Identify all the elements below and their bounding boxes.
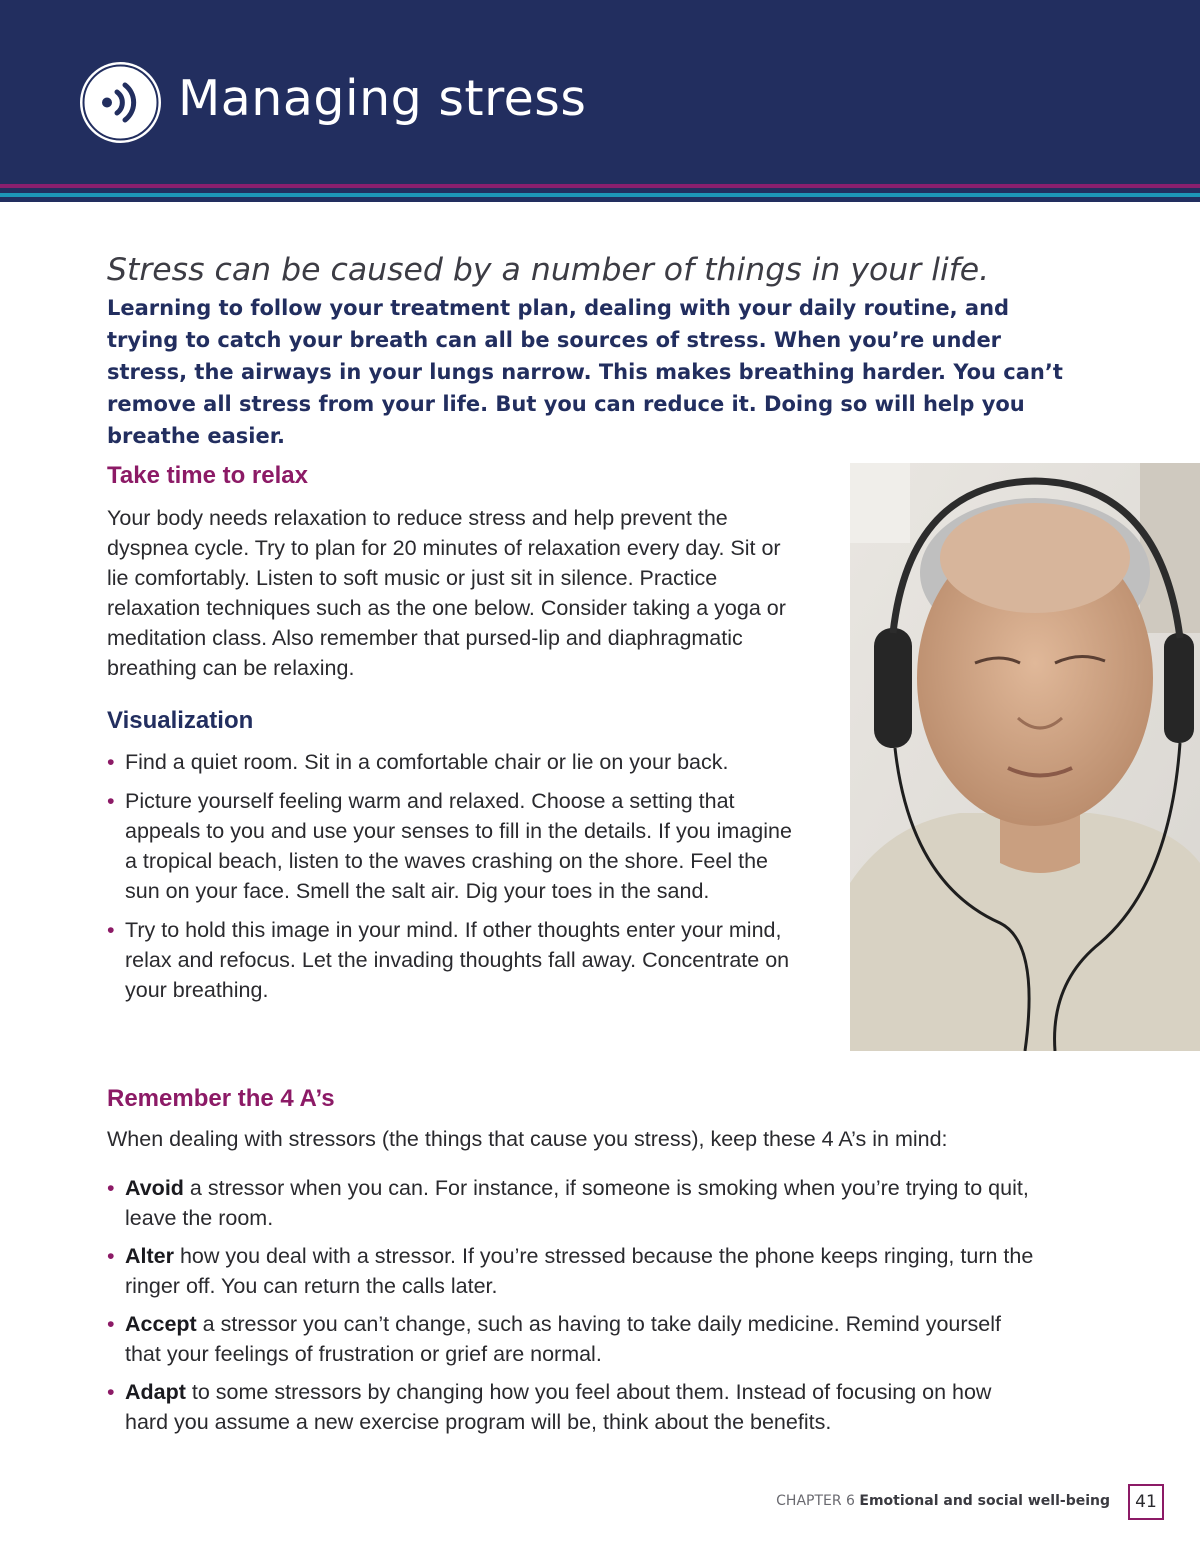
list-item bbox=[107, 1309, 1037, 1369]
bullet-icon: • bbox=[107, 1380, 115, 1404]
bullet-icon: • bbox=[107, 1312, 115, 1336]
relax-heading: Take time to relax bbox=[107, 462, 308, 489]
four-as-heading: Remember the 4 A’s bbox=[107, 1085, 335, 1112]
list-item-term: Avoid bbox=[125, 1176, 184, 1200]
bullet-icon: • bbox=[107, 1176, 115, 1200]
bullet-icon: • bbox=[107, 789, 115, 813]
header-stripe-navy-bottom bbox=[0, 197, 1200, 202]
list-item-text: a stressor you can’t change, such as having to take daily medicine. Remind yourself that your feelings of frustration or grief are normal. bbox=[125, 1312, 1001, 1366]
man-with-headphones-photo bbox=[850, 463, 1200, 1051]
list-item bbox=[107, 1377, 1037, 1437]
relax-paragraph: Your body needs relaxation to reduce stress and help prevent the dyspnea cycle. Try to plan for 20 minutes of relaxation every day. Sit or lie comfortably. Listen to soft music or just sit in silence. Practice relaxation techniques such as the one below. Consider taking a yoga or meditation class. Also remember that pursed-lip and diaphragmatic breathing can be relaxing. bbox=[107, 506, 786, 680]
list-item bbox=[107, 747, 797, 777]
chapter-number: CHAPTER 6 bbox=[776, 1493, 855, 1509]
list-item-term: Alter bbox=[125, 1244, 174, 1268]
bullet-icon: • bbox=[107, 1244, 115, 1268]
list-item bbox=[107, 1241, 1037, 1301]
list-item-text: Find a quiet room. Sit in a comfortable chair or lie on your back. bbox=[125, 750, 729, 774]
list-item-text: a stressor when you can. For instance, if someone is smoking when you’re trying to quit, leave the room. bbox=[125, 1176, 1029, 1230]
four-as-intro: When dealing with stressors (the things that cause you stress), keep these 4 A’s in mind: bbox=[107, 1127, 948, 1151]
page-title: Managing stress bbox=[178, 70, 587, 127]
lead-sentence: Stress can be caused by a number of things in your life. bbox=[107, 252, 990, 288]
bullet-icon: • bbox=[107, 750, 115, 774]
list-item-text: Try to hold this image in your mind. If other thoughts enter your mind, relax and refocus. Let the invading thoughts fall away. Concentrate on your breathing. bbox=[125, 918, 790, 1002]
four-as-list bbox=[107, 1173, 1037, 1445]
footer-chapter-label bbox=[776, 1493, 1110, 1509]
visualization-list bbox=[107, 747, 797, 1014]
visualization-heading: Visualization bbox=[107, 707, 254, 734]
bullet-icon: • bbox=[107, 918, 115, 942]
list-item bbox=[107, 786, 797, 906]
sound-waves-icon bbox=[80, 62, 161, 143]
list-item bbox=[107, 915, 797, 1005]
list-item bbox=[107, 1173, 1037, 1233]
chapter-title: Emotional and social well-being bbox=[859, 1493, 1110, 1509]
page-number: 41 bbox=[1128, 1484, 1164, 1520]
list-item-term: Accept bbox=[125, 1312, 197, 1336]
intro-paragraph: Learning to follow your treatment plan, dealing with your daily routine, and trying to catch your breath can all be sources of stress. When you’re under stress, the airways in your lungs narrow. This makes breathing harder. You can’t remove all stress from your life. But you can reduce it. Doing so will help you breathe easier. bbox=[107, 296, 1063, 448]
list-item-text: to some stressors by changing how you feel about them. Instead of focusing on how hard you assume a new exercise program will be, think about the benefits. bbox=[125, 1380, 992, 1434]
list-item-term: Adapt bbox=[125, 1380, 186, 1404]
list-item-text: how you deal with a stressor. If you’re stressed because the phone keeps ringing, turn the ringer off. You can return the calls later. bbox=[125, 1244, 1034, 1298]
list-item-text: Picture yourself feeling warm and relaxed. Choose a setting that appeals to you and use your senses to fill in the details. If you imagine a tropical beach, listen to the waves crashing on the shore. Feel the sun on your face. Smell the salt air. Dig your toes in the sand. bbox=[125, 789, 792, 903]
